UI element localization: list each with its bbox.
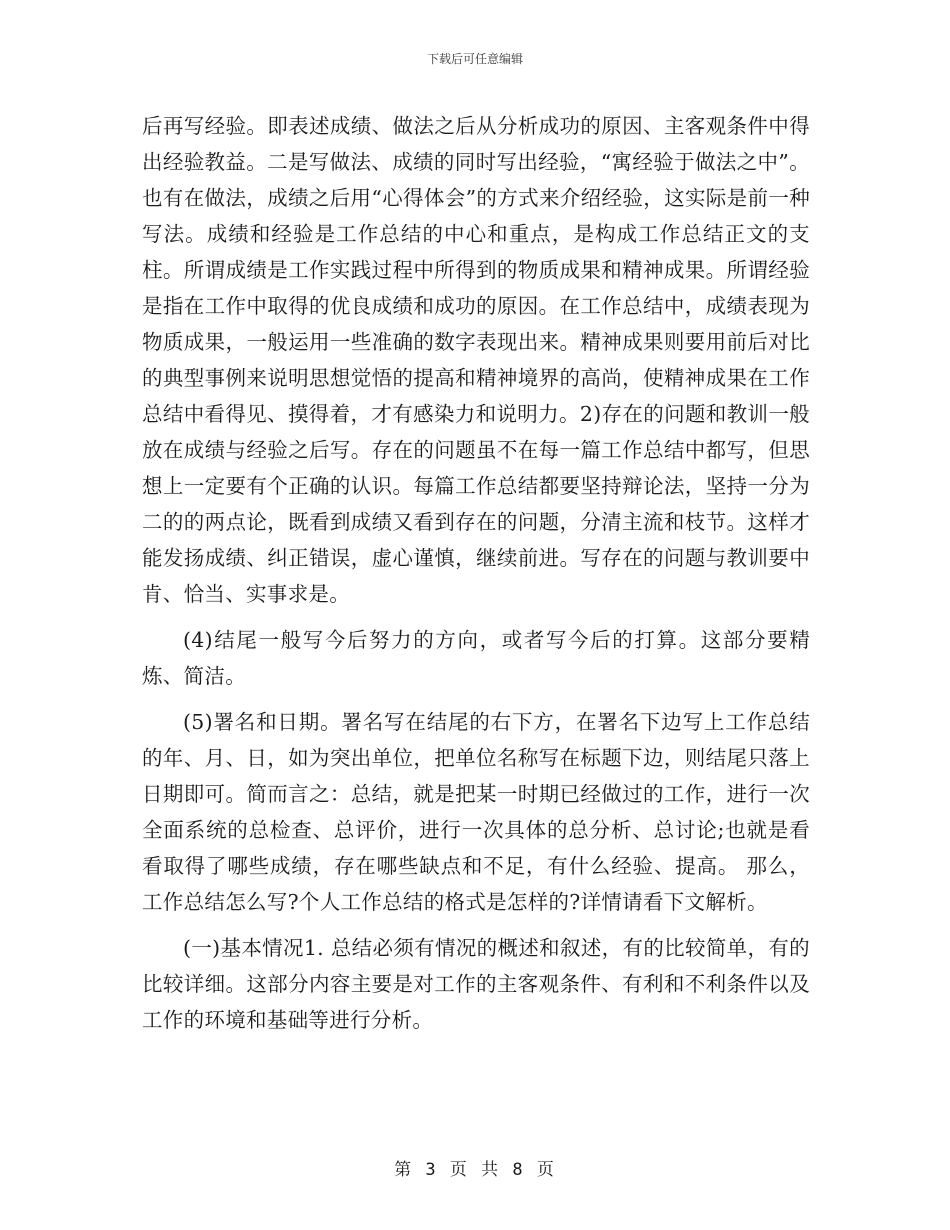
paragraph-basic-situation: (一)基本情况1. 总结必须有情况的概述和叙述，有的比较简单，有的比较详细。这部分内容主要是对工作的主客观条件、有利和不利条件以及工作的环境和基础等进行分析。	[142, 936, 810, 1032]
paragraph-achievements-experience: 后再写经验。即表述成绩、做法之后从分析成功的原因、主客观条件中得出经验教益。二是写做法、成绩的同时写出经验，“寓经验于做法之中”。也有在做法，成绩之后用“心得体会”的方式来介绍经验，这实际是前一种写法。成绩和经验是工作总结的中心和重点，是构成工作总结正文的支柱。所谓成绩是工作实践过程中所得到的物质成果和精神成果。所谓经验是指在工作中取得的优良成绩和成功的原因。在工作总结中，成绩表现为物质成果，一般运用一些准确的数字表现出来。精神成果则要用前后对比的典型事例来说明思想觉悟的提高和精神境界的高尚，使精神成果在工作总结中看得见、摸得着，才有感染力和说明力。2)存在的问题和教训一般放在成绩与经验之后写。存在的问题虽不在每一篇工作总结中都写，但思想上一定要有个正确的认识。每篇工作总结都要坚持辩论法，坚持一分为二的的两点论，既看到成绩又看到存在的问题，分清主流和枝节。这样才能发扬成绩、纠正错误，虚心谨慎，继续前进。写存在的问题与教训要中肯、恰当、实事求是。	[142, 114, 810, 606]
page-header: 下载后可任意编辑	[426, 52, 523, 66]
document-body	[142, 108, 810, 1048]
page-number: 第 3 页 共 8 页	[394, 1160, 556, 1180]
paragraph-signature-date: (5)署名和日期。署名写在结尾的右下方，在署名下边写上工作总结的年、月、日，如为突出单位，把单位名称写在标题下边，则结尾只落上日期即可。简而言之：总结，就是把某一时期已经做过的工作，进行一次全面系统的总检查、总评价，进行一次具体的总分析、总讨论;也就是看看取得了哪些成绩，存在哪些缺点和不足，有什么经验、提高。 那么，工作总结怎么写?个人工作总结的格式是怎样的?详情请看下文解析。	[142, 710, 810, 914]
paragraph-ending: (4)结尾一般写今后努力的方向，或者写今后的打算。这部分要精炼、简洁。	[142, 628, 810, 688]
